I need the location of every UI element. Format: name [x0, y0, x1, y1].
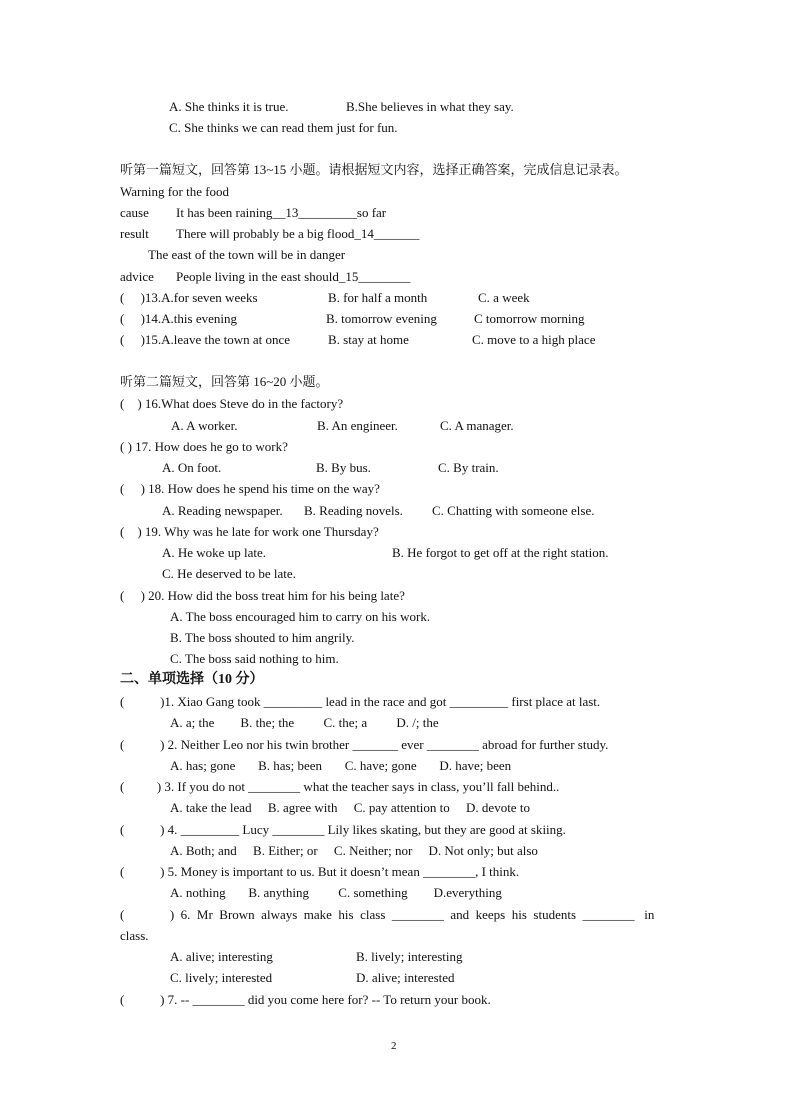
section2-heading: 二、单项选择（10 分）	[120, 672, 264, 687]
s2-q7-stem: ( ) 7. -- ________ did you come here for? -- To return your book.	[120, 992, 491, 1007]
form-advice-text: People living in the east should_15________	[176, 269, 411, 284]
s2-q6-option-d: D. alive; interested	[356, 970, 455, 985]
form-cause-label: cause	[120, 205, 149, 220]
q15-stem: ( )15.A.leave the town at once	[120, 332, 291, 347]
s2-q6-option-c: C. lively; interested	[170, 970, 273, 985]
q18-option-a: A. Reading newspaper.	[162, 503, 283, 518]
form-advice-label: advice	[120, 269, 154, 284]
s2-q5-options: A. nothing B. anything C. something D.everything	[170, 885, 502, 900]
page-number: 2	[391, 1040, 397, 1052]
q16-option-b: B. An engineer.	[317, 418, 398, 433]
q13-option-b: B. for half a month	[328, 290, 428, 305]
listening1-instruction: 听第一篇短文，回答第 13~15 小题。请根据短文内容，选择正确答案，完成信息记录表。	[120, 162, 628, 177]
q12-option-c: C. She thinks we can read them just for fun.	[169, 120, 398, 135]
q20-option-c: C. The boss said nothing to him.	[170, 651, 339, 666]
q13-option-c: C. a week	[478, 290, 530, 305]
q16-stem: ( ) 16.What does Steve do in the factory?	[120, 396, 344, 411]
q20-stem: ( ) 20. How did the boss treat him for his being late?	[120, 588, 405, 603]
q15-option-c: C. move to a high place	[472, 332, 596, 347]
q13-stem: ( )13.A.for seven weeks	[120, 290, 258, 305]
s2-q6-option-a: A. alive; interesting	[170, 949, 273, 964]
form-result-text-2: The east of the town will be in danger	[148, 247, 346, 262]
q19-option-b: B. He forgot to get off at the right station.	[392, 545, 609, 560]
s2-q6-continuation: class.	[120, 928, 149, 943]
q18-option-b: B. Reading novels.	[304, 503, 403, 518]
q14-option-c: C tomorrow morning	[474, 311, 585, 326]
form-title: Warning for the food	[120, 184, 230, 199]
s2-q1-stem: ( )1. Xiao Gang took _________ lead in the race and got _________ first place at last.	[120, 694, 601, 709]
s2-q4-options: A. Both; and B. Either; or C. Neither; nor D. Not only; but also	[170, 843, 538, 858]
s2-q4-stem: ( ) 4. _________ Lucy ________ Lily likes skating, but they are good at skiing.	[120, 822, 566, 837]
q18-option-c: C. Chatting with someone else.	[432, 503, 595, 518]
s2-q1-options: A. a; the B. the; the C. the; a D. /; the	[170, 715, 439, 730]
q17-option-c: C. By train.	[438, 460, 499, 475]
q15-option-b: B. stay at home	[328, 332, 409, 347]
q19-option-a: A. He woke up late.	[162, 545, 266, 560]
form-result-text: There will probably be a big flood_14_______	[176, 226, 420, 241]
q17-option-b: B. By bus.	[316, 460, 371, 475]
q12-option-a: A. She thinks it is true.	[169, 99, 289, 114]
s2-q2-options: A. has; gone B. has; been C. have; gone D. have; been	[170, 758, 512, 773]
form-cause-text: It has been raining__13_________so far	[176, 205, 387, 220]
s2-q6-stem: ( ) 6. Mr Brown always make his class ________ and keeps his students ________ in	[120, 907, 655, 922]
s2-q2-stem: ( ) 2. Neither Leo nor his twin brother _______ ever ________ abroad for further study.	[120, 737, 609, 752]
q17-option-a: A. On foot.	[162, 460, 222, 475]
q19-option-c: C. He deserved to be late.	[162, 566, 296, 581]
q14-option-b: B. tomorrow evening	[326, 311, 437, 326]
q20-option-b: B. The boss shouted to him angrily.	[170, 630, 355, 645]
q12-option-b: B.She believes in what they say.	[346, 99, 514, 114]
form-result-label: result	[120, 226, 149, 241]
q17-stem: ( ) 17. How does he go to work?	[120, 439, 288, 454]
q19-stem: ( ) 19. Why was he late for work one Thursday?	[120, 524, 379, 539]
q18-stem: ( ) 18. How does he spend his time on the way?	[120, 481, 380, 496]
s2-q6-option-b: B. lively; interesting	[356, 949, 463, 964]
q14-stem: ( )14.A.this evening	[120, 311, 237, 326]
q16-option-a: A. A worker.	[171, 418, 238, 433]
s2-q5-stem: ( ) 5. Money is important to us. But it doesn’t mean ________, I think.	[120, 864, 520, 879]
q20-option-a: A. The boss encouraged him to carry on his work.	[170, 609, 431, 624]
s2-q3-options: A. take the lead B. agree with C. pay attention to D. devote to	[170, 800, 530, 815]
q16-option-c: C. A manager.	[440, 418, 514, 433]
listening2-instruction: 听第二篇短文，回答第 16~20 小题。	[120, 374, 329, 389]
s2-q3-stem: ( ) 3. If you do not ________ what the teacher says in class, you’ll fall behind..	[120, 779, 560, 794]
